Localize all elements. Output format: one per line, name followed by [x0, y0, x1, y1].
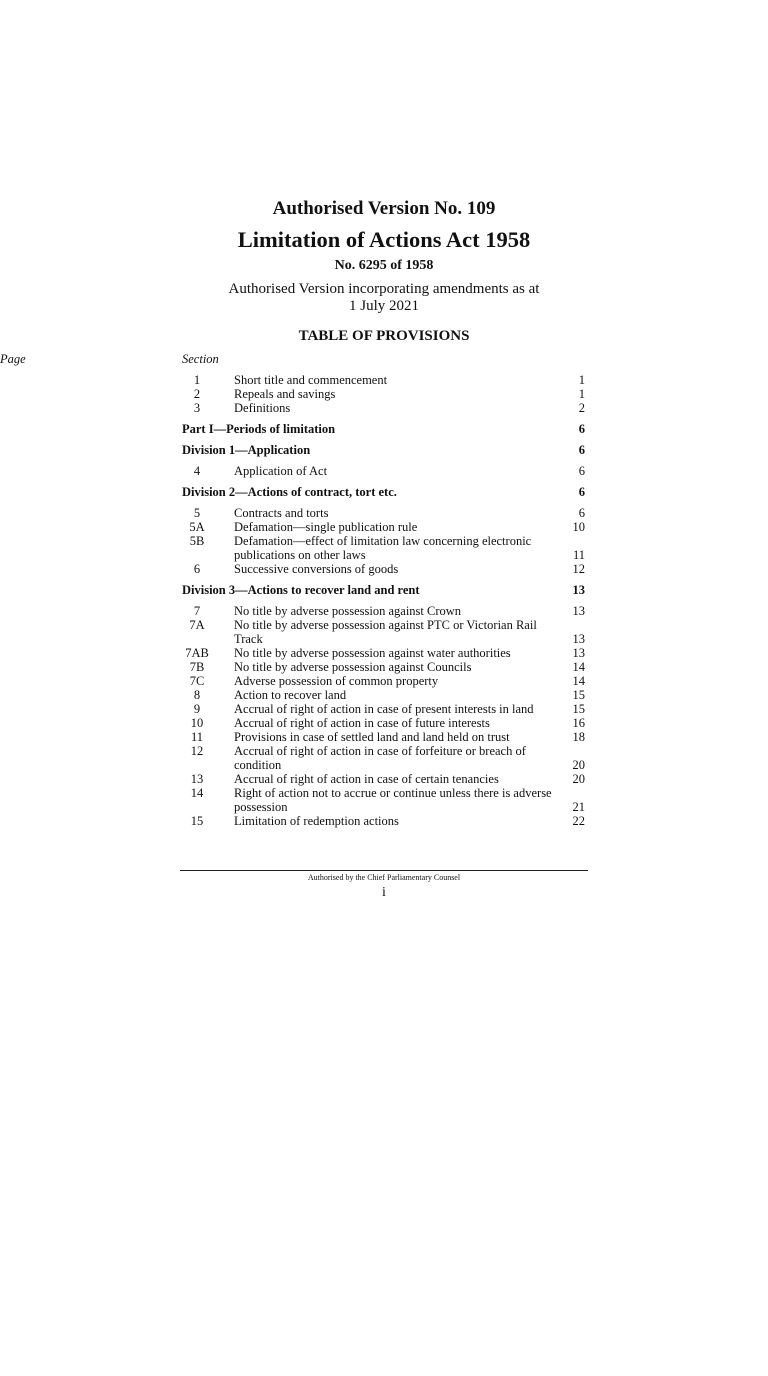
- division-3-sections: [182, 604, 585, 828]
- section-number: 12: [190, 744, 204, 758]
- toc-entry[interactable]: [182, 534, 585, 562]
- version-heading: Authorised Version No. 109: [272, 198, 496, 219]
- section-title: Contracts and torts: [234, 506, 329, 520]
- section-title: Defamation—single publication rule: [234, 520, 418, 534]
- section-page: 16: [572, 716, 585, 730]
- section-number: 7C: [189, 674, 205, 688]
- toc-entry[interactable]: [182, 464, 585, 478]
- section-page: 21: [572, 800, 585, 814]
- section-number: 7AB: [185, 646, 209, 660]
- division-heading-page: 13: [572, 583, 585, 597]
- section-page: 20: [572, 772, 585, 786]
- incorporating-line-1: Authorised Version incorporating amendments as at: [228, 281, 540, 297]
- section-title: Adverse possession of common property: [234, 674, 439, 688]
- toc-entry[interactable]: [182, 660, 585, 674]
- section-title: Accrual of right of action in case of present interests in land: [234, 702, 534, 716]
- section-title: Definitions: [234, 401, 291, 415]
- section-number: 11: [190, 730, 204, 744]
- toc-entry[interactable]: [182, 772, 585, 786]
- section-title: Successive conversions of goods: [234, 562, 399, 576]
- toc-entry[interactable]: [182, 814, 585, 828]
- toc-entry[interactable]: [182, 387, 585, 401]
- section-page: 14: [572, 660, 585, 674]
- section-page: 11: [572, 548, 585, 562]
- section-page: 15: [572, 702, 585, 716]
- section-page: 15: [572, 688, 585, 702]
- division-heading-page: 6: [578, 485, 585, 499]
- section-number: 8: [193, 688, 201, 702]
- section-number: 5B: [189, 534, 205, 548]
- page-column-label: Page: [0, 352, 26, 366]
- section-page: 13: [572, 632, 585, 646]
- act-number: No. 6295 of 1958: [334, 258, 434, 273]
- section-title: Repeals and savings: [234, 387, 336, 401]
- section-title: No title by adverse possession against water authorities: [234, 646, 511, 660]
- section-title: Limitation of redemption actions: [234, 814, 399, 828]
- act-title: Limitation of Actions Act 1958: [237, 227, 531, 252]
- section-number: 9: [193, 702, 201, 716]
- section-title: No title by adverse possession against PTC or Victorian Rail Track: [234, 618, 537, 646]
- division-2-heading[interactable]: [182, 485, 585, 499]
- section-title: Accrual of right of action in case of forfeiture or breach of condition: [234, 744, 526, 772]
- division-heading-page: 6: [578, 443, 585, 457]
- section-title: No title by adverse possession against Councils: [234, 660, 472, 674]
- footer-text: Authorised by the Chief Parliamentary Counsel: [307, 873, 461, 882]
- section-page: 6: [578, 506, 585, 520]
- toc-entry[interactable]: [182, 674, 585, 688]
- toc-entry[interactable]: [182, 688, 585, 702]
- incorporating-date: 1 July 2021: [348, 298, 419, 314]
- toc-entry[interactable]: [182, 520, 585, 534]
- section-page: 12: [572, 562, 585, 576]
- section-page: 20: [572, 758, 585, 772]
- toc-entry[interactable]: [182, 716, 585, 730]
- division-1-heading[interactable]: [182, 443, 585, 457]
- toc-entry[interactable]: [182, 744, 585, 772]
- part-heading[interactable]: [182, 422, 585, 436]
- toc-entry[interactable]: [182, 401, 585, 415]
- section-page: 14: [572, 674, 585, 688]
- section-number: 3: [193, 401, 201, 415]
- division-heading-text: Division 3—Actions to recover land and rent: [182, 583, 420, 597]
- section-page: 18: [572, 730, 585, 744]
- table-of-provisions: [182, 373, 585, 828]
- toc-entry[interactable]: [182, 562, 585, 576]
- section-title: Accrual of right of action in case of certain tenancies: [234, 772, 499, 786]
- part-heading-page: 6: [578, 422, 585, 436]
- toc-entry[interactable]: [182, 506, 585, 520]
- section-page: 13: [572, 646, 585, 660]
- section-title: Accrual of right of action in case of future interests: [234, 716, 490, 730]
- section-title: Defamation—effect of limitation law concerning electronic publications on other laws: [234, 534, 532, 562]
- section-page: 10: [572, 520, 585, 534]
- section-number: 7B: [189, 660, 205, 674]
- section-title: No title by adverse possession against Crown: [234, 604, 462, 618]
- division-1-sections: [182, 464, 585, 478]
- section-number: 1: [193, 373, 201, 387]
- section-number: 2: [193, 387, 201, 401]
- section-column-label: Section: [182, 352, 219, 366]
- toc-entry[interactable]: [182, 702, 585, 716]
- section-title: Application of Act: [234, 464, 328, 478]
- section-number: 7: [193, 604, 201, 618]
- incorporating-amendments: [0, 281, 768, 315]
- section-title: Short title and commencement: [234, 373, 388, 387]
- section-number: 13: [190, 772, 204, 786]
- section-number: 14: [190, 786, 204, 800]
- section-page: 22: [572, 814, 585, 828]
- section-page: 1: [578, 373, 585, 387]
- section-number: 15: [190, 814, 204, 828]
- toc-heading: TABLE OF PROVISIONS: [298, 328, 470, 344]
- section-page: 13: [572, 604, 585, 618]
- toc-entry[interactable]: [182, 646, 585, 660]
- toc-entry[interactable]: [182, 730, 585, 744]
- division-heading-text: Division 2—Actions of contract, tort etc.: [182, 485, 397, 499]
- section-number: 5A: [189, 520, 205, 534]
- section-title: Right of action not to accrue or continue unless there is adverse possession: [234, 786, 552, 814]
- toc-entry[interactable]: [182, 786, 585, 814]
- section-title: Action to recover land: [234, 688, 347, 702]
- section-number: 10: [190, 716, 204, 730]
- section-number: 4: [193, 464, 201, 478]
- section-page: 2: [578, 401, 585, 415]
- section-title: Provisions in case of settled land and land held on trust: [234, 730, 510, 744]
- division-heading-text: Division 1—Application: [182, 443, 311, 457]
- toc-entry[interactable]: [182, 373, 585, 387]
- section-page: 6: [578, 464, 585, 478]
- toc-entry[interactable]: [182, 604, 585, 618]
- footer-rule: [180, 870, 588, 871]
- division-2-sections: [182, 506, 585, 576]
- preliminary-sections: [182, 373, 585, 415]
- section-number: 7A: [189, 618, 205, 632]
- section-number: 5: [193, 506, 201, 520]
- toc-entry[interactable]: [182, 618, 585, 646]
- division-3-heading[interactable]: [182, 583, 585, 597]
- page-number: i: [382, 885, 386, 900]
- section-number: 6: [193, 562, 201, 576]
- part-heading-text: Part I—Periods of limitation: [182, 422, 336, 436]
- section-page: 1: [578, 387, 585, 401]
